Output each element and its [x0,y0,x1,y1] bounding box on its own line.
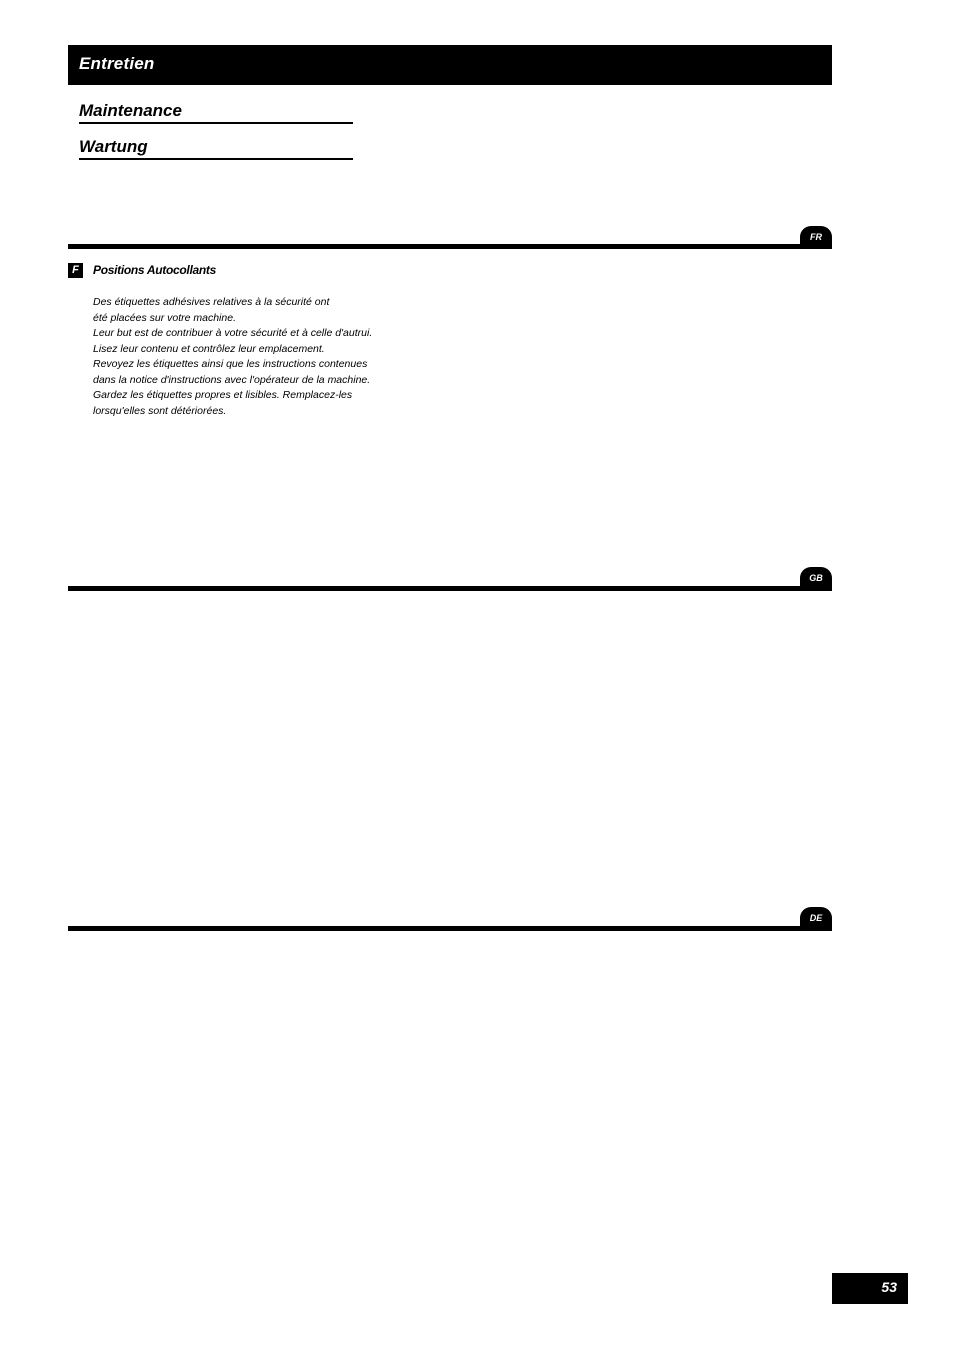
body-line: Lisez leur contenu et contrôlez leur emplacement. [93,342,325,355]
page-number-box [832,1273,908,1304]
section-marker-f: F [68,263,83,278]
body-line: été placées sur votre machine. [93,311,236,324]
section-body-text [93,295,433,419]
body-line: dans la notice d'instructions avec l'opérateur de la machine. [93,373,371,386]
body-line: Revoyez les étiquettes ainsi que les instructions contenues [93,358,368,370]
body-line: Gardez les étiquettes propres et lisibles. Remplacez-les [93,389,353,401]
body-line: Leur but est de contribuer à votre sécurité et à celle d'autrui. [93,327,373,339]
page-number: 53 [881,1279,897,1295]
body-line: Des étiquettes adhésives relatives à la sécurité ont [93,296,330,308]
subtitle-wartung: Wartung [79,137,353,160]
lang-tab-fr: FR [800,226,832,248]
section-heading: Positions Autocollants [93,263,216,277]
body-line: lorsqu'elles sont détériorées. [93,404,227,417]
section-rule-fr [68,244,832,249]
section-rule-de [68,926,832,931]
lang-tab-de: DE [800,907,832,929]
subtitle-maintenance: Maintenance [79,101,353,124]
section-rule-gb [68,586,832,591]
chapter-title-bar [68,45,832,85]
lang-tab-gb: GB [800,567,832,589]
chapter-title: Entretien [79,54,155,73]
